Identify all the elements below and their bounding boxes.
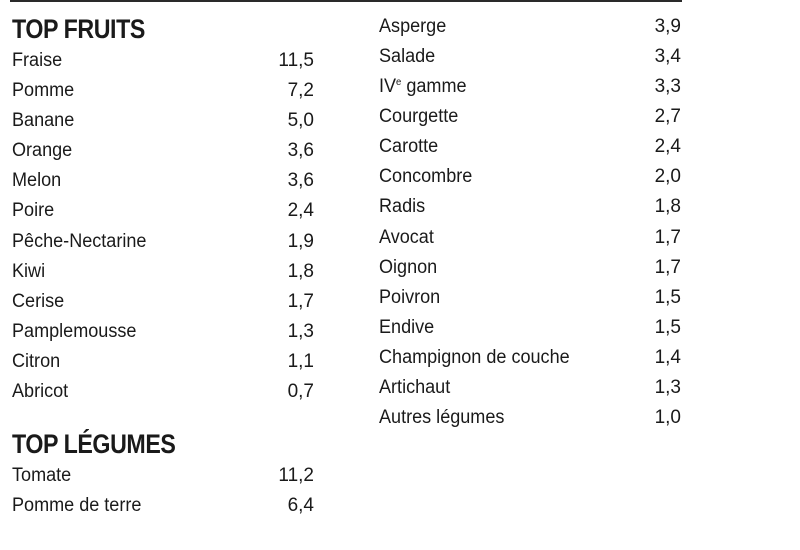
list-item-value: 3,6: [287, 170, 314, 192]
list-item-value: 5,0: [287, 110, 314, 132]
legumes-list: [12, 461, 314, 521]
label-superscript: e: [396, 77, 402, 89]
list-item-value: 11,2: [278, 465, 314, 487]
list-item-champignon-de-couche: [379, 343, 681, 373]
list-item-value: 2,0: [654, 166, 681, 188]
list-item-melon: [12, 166, 314, 196]
list-item-value: 3,9: [654, 16, 681, 37]
list-item-value: 2,4: [287, 200, 314, 222]
list-item-value: 3,4: [654, 46, 681, 67]
list-item-label: Asperge: [379, 16, 447, 37]
list-item-value: 6,4: [287, 495, 314, 517]
list-item-label: Pamplemousse: [12, 320, 137, 342]
list-item-value: 1,7: [287, 290, 314, 312]
list-item-value: 3,6: [287, 140, 314, 162]
list-item-salade: [379, 42, 681, 72]
left-column: [12, 12, 314, 521]
list-item-pomme: [12, 76, 314, 106]
list-item-kiwi: [12, 257, 314, 287]
list-item-avocat: [379, 223, 681, 253]
fruits-heading: TOP FRUITS: [12, 14, 145, 44]
list-item-value: 2,4: [654, 136, 681, 158]
list-item-abricot: [12, 377, 314, 407]
list-item-peche-nectarine: [12, 227, 314, 257]
list-item-label: Courgette: [379, 106, 459, 128]
list-item-value: 1,5: [654, 286, 681, 308]
list-item-value: 1,0: [654, 407, 681, 429]
list-item-label: Concombre: [379, 166, 473, 188]
list-item-label: Autres légumes: [379, 407, 505, 429]
list-item-autres-legumes: [379, 403, 681, 433]
list-item-value: 1,8: [287, 260, 314, 282]
list-item-radis: [379, 192, 681, 222]
list-item-label: Banane: [12, 110, 75, 132]
right-column: [379, 12, 681, 433]
list-item-courgette: [379, 102, 681, 132]
list-item-label: Carotte: [379, 136, 439, 158]
list-item-value: 11,5: [278, 50, 314, 71]
top-divider-rule: [10, 0, 682, 2]
list-item-tomate: [12, 461, 314, 491]
list-item-label: Pomme: [12, 80, 75, 102]
list-item-banane: [12, 106, 314, 136]
list-item-label: Avocat: [379, 226, 434, 248]
list-item-label: Kiwi: [12, 260, 46, 282]
list-item-value: 1,3: [654, 377, 681, 399]
list-item-label: Pomme de terre: [12, 495, 142, 517]
list-item-pamplemousse: [12, 317, 314, 347]
list-item-citron: [12, 347, 314, 377]
list-item-poivron: [379, 283, 681, 313]
section-spacer: [12, 407, 314, 427]
list-item-label: Fraise: [12, 50, 63, 71]
list-item-value: 1,8: [654, 196, 681, 218]
list-item-value: 7,2: [287, 80, 314, 102]
legumes-heading: TOP LÉGUMES: [12, 429, 176, 460]
fruits-list: [12, 46, 314, 407]
list-item-label: Radis: [379, 196, 426, 218]
list-item-label: Endive: [379, 316, 435, 338]
list-item-value: 1,3: [287, 320, 314, 342]
list-item-fraise: [12, 46, 314, 76]
list-item-label: Poire: [12, 200, 55, 222]
legumes-list-continued: [379, 12, 681, 433]
list-item-value: 0,7: [287, 381, 314, 403]
list-item-carotte: [379, 132, 681, 162]
label-prefix: IV: [379, 76, 397, 98]
list-item-ive-gamme: [379, 72, 681, 102]
list-item-value: 2,7: [654, 106, 681, 128]
list-item-value: 1,9: [287, 230, 314, 252]
list-item-value: 3,3: [654, 76, 681, 98]
list-item-label: [379, 72, 467, 102]
list-item-label: Salade: [379, 46, 436, 67]
list-item-label: Pêche-Nectarine: [12, 230, 147, 252]
list-item-label: Poivron: [379, 286, 441, 308]
list-item-orange: [12, 136, 314, 166]
list-item-label: Orange: [12, 140, 73, 162]
list-item-endive: [379, 313, 681, 343]
list-item-poire: [12, 196, 314, 226]
list-item-asperge: [379, 12, 681, 42]
list-item-label: Oignon: [379, 256, 438, 278]
list-item-value: 1,5: [654, 316, 681, 338]
list-item-value: 1,1: [287, 350, 314, 372]
list-item-concombre: [379, 162, 681, 192]
list-item-value: 1,7: [654, 256, 681, 278]
list-item-value: 1,4: [654, 346, 681, 368]
list-item-value: 1,7: [654, 226, 681, 248]
list-item-pomme-de-terre: [12, 491, 314, 521]
list-item-label: Cerise: [12, 290, 65, 312]
list-item-oignon: [379, 253, 681, 283]
label-suffix: gamme: [401, 76, 467, 98]
list-item-label: Artichaut: [379, 377, 451, 399]
list-item-artichaut: [379, 373, 681, 403]
list-item-label: Citron: [12, 350, 61, 372]
list-item-label: Abricot: [12, 381, 69, 403]
list-item-cerise: [12, 287, 314, 317]
list-item-label: Melon: [12, 170, 62, 192]
list-item-label: Tomate: [12, 465, 72, 487]
list-item-label: Champignon de couche: [379, 346, 570, 368]
